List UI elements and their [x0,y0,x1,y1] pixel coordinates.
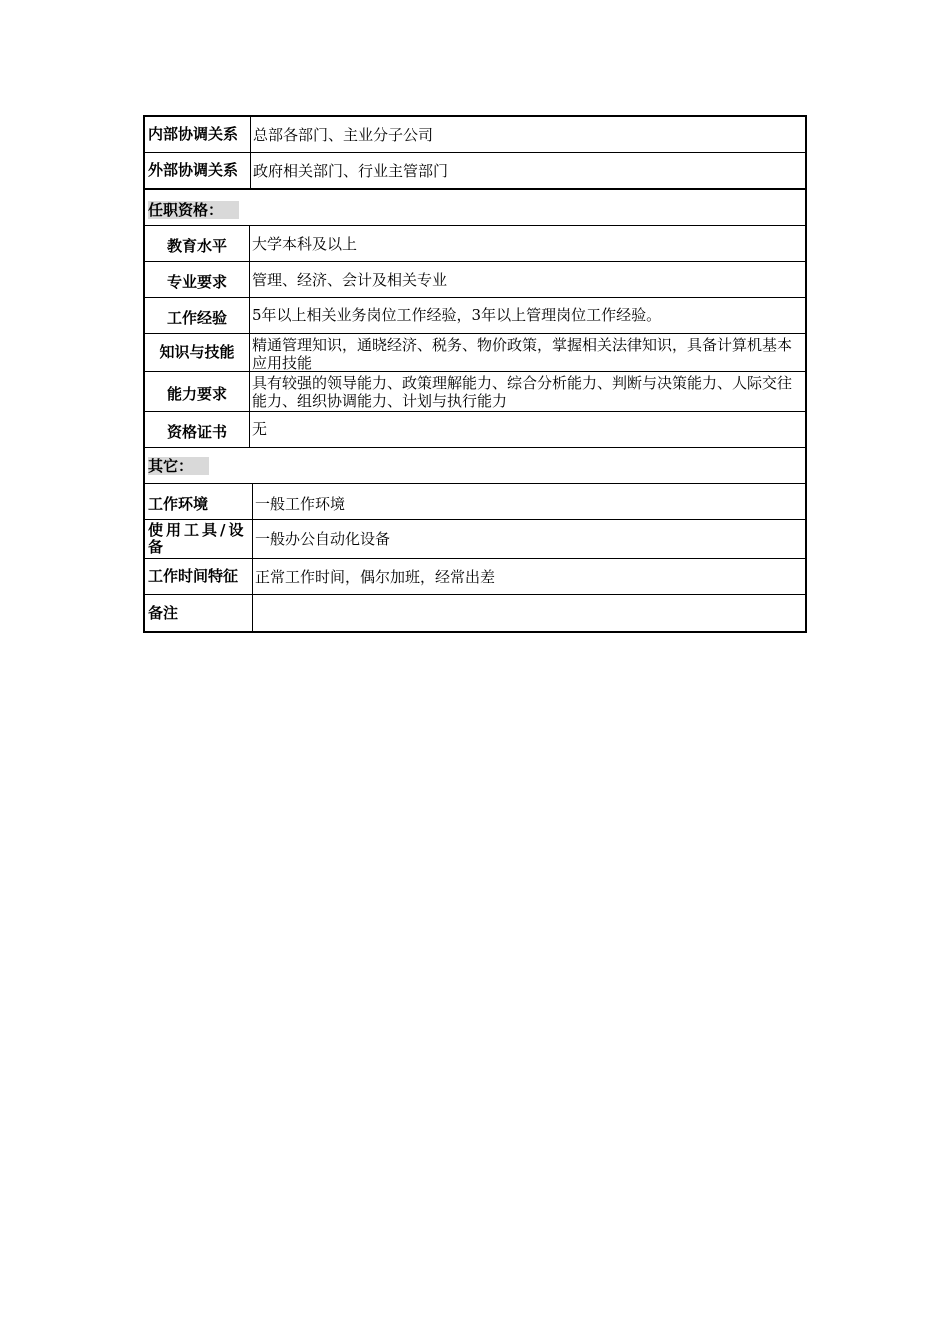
job-description-table [143,115,807,633]
remarks-value [253,595,805,631]
external-coordination-label: 外部协调关系 [145,153,251,188]
qualification-row [145,372,805,412]
other-heading: 其它： [148,457,209,475]
knowledge-skills-value: 精通管理知识，通晓经济、税务、物价政策，掌握相关法律知识，具备计算机基本应用技能 [252,336,793,372]
other-row [145,559,805,595]
certificate-value: 无 [252,420,268,438]
work-environment-label: 工作环境 [145,484,253,519]
education-value: 大学本科及以上 [252,234,358,253]
tools-equipment-label: 使用工具/设备 [145,520,253,558]
work-environment-value: 一般工作环境 [255,494,346,513]
qualification-row [145,262,805,298]
qualifications-heading-row [145,190,805,226]
experience-value: 5年以上相关业务岗位工作经验，3年以上管理岗位工作经验。 [252,306,662,324]
internal-coordination-row [145,117,805,153]
qualification-row [145,334,805,372]
ability-value: 具有较强的领导能力、政策理解能力、综合分析能力、判断与决策能力、人际交往能力、组织协调能力、计划与执行能力 [252,374,793,410]
qualification-row [145,412,805,448]
other-heading-row [145,448,805,484]
other-row [145,595,805,631]
working-hours-label: 工作时间特征 [145,559,253,594]
other-row [145,520,805,559]
internal-coordination-value: 总部各部门、主业分子公司 [253,125,434,144]
ability-label: 能力要求 [145,372,250,411]
experience-label: 工作经验 [145,298,250,333]
education-label: 教育水平 [145,226,250,261]
tools-equipment-value: 一般办公自动化设备 [255,530,391,548]
major-label: 专业要求 [145,262,250,297]
external-coordination-row [145,153,805,190]
major-value: 管理、经济、会计及相关专业 [252,270,448,289]
knowledge-skills-label: 知识与技能 [145,334,250,371]
qualification-row [145,226,805,262]
other-row [145,484,805,520]
internal-coordination-label: 内部协调关系 [145,117,251,152]
remarks-label: 备注 [145,595,253,631]
qualification-row [145,298,805,334]
qualifications-heading: 任职资格： [148,201,239,219]
external-coordination-value: 政府相关部门、行业主管部门 [253,161,449,180]
working-hours-value: 正常工作时间，偶尔加班，经常出差 [255,567,496,586]
certificate-label: 资格证书 [145,412,250,447]
